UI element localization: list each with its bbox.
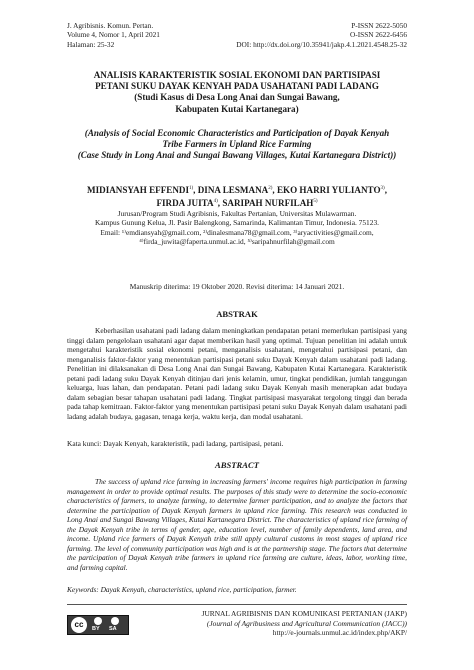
doi-link[interactable]: DOI: http://dx.doi.org/10.35941/jakp.4.1.2021.4548.25-32: [236, 39, 407, 49]
title-id-line: (Studi Kasus di Desa Long Anai dan Sungai Bawang,: [134, 92, 340, 103]
author-emails: Email: ¹⁾emdiansyah@gmail.com, ²⁾dinalesmana78@gmail.com, ³⁾aryactivities@gmail.com,: [100, 227, 374, 237]
author-separator: ,: [384, 185, 387, 196]
title-id-line: PETANI SUKU DAYAK KENYAH PADA USAHATANI PADI LADANG: [95, 81, 379, 92]
footer-journal-english: (Journal of Agribusiness and Agricultural Communication (JACC)): [206, 618, 407, 628]
affiliation-line: Kampus Gunung Kelua, Jl. Pasir Balengkong, Samarinda, Kalimantan Timur, Indonesia. 75123.: [94, 218, 379, 228]
abstrak-heading: ABSTRAK: [216, 309, 258, 319]
title-en-line: (Analysis of Social Economic Characteristics and Participation of Dayak Kenyah: [84, 128, 390, 138]
title-english: [40, 128, 434, 162]
author-mark: 3): [380, 186, 385, 191]
journal-short-name: J. Agribisnis. Komun. Pertan.: [67, 21, 154, 30]
journal-pages: Halaman: 25-32: [67, 39, 115, 49]
author-name: , EKO HARRI YULIANTO: [272, 185, 381, 196]
author-list: [40, 183, 434, 210]
author-mark: 1): [189, 186, 194, 191]
cc-icon: cc: [71, 617, 87, 633]
journal-volume: Volume 4, Nomor 1, April 2021: [67, 30, 160, 40]
author-mark: 4): [213, 199, 218, 205]
title-en-line: Tribe Farmers in Upland Rice Farming: [162, 139, 312, 150]
title-id-line: Kabupaten Kutai Kartanegara): [175, 103, 299, 114]
affiliation-line: Jurusan/Program Studi Agribisnis, Fakultas Pertanian, Universitas Mulawarman.: [117, 209, 357, 218]
abstrak-body: [67, 326, 407, 421]
title-en-line: (Case Study in Long Anai and Sungai Bawang Villages, Kutai Kartanegara District)): [77, 150, 397, 161]
author-name: , SARIPAH NURFILAH: [217, 198, 314, 209]
title-id-line: ANALISIS KARAKTERISTIK SOSIAL EKONOMI DAN PARTISIPASI: [93, 70, 381, 80]
footer-journal-url[interactable]: http://e-journals.unmul.ac.id/index.php/AKP/: [272, 628, 407, 638]
title-indonesian: [40, 70, 434, 115]
journal-footer: [147, 609, 407, 638]
footer-divider: [67, 604, 407, 605]
license-by-label: BY: [92, 626, 100, 632]
share-alike-icon: [111, 617, 119, 625]
author-emails: ⁴⁾firda_juwita@faperta.unmul.ac.id, ⁵⁾saripahnurfilah@gmail.com: [139, 236, 335, 246]
manuscript-dates: Manuskrip diterima: 19 Oktober 2020. Revisi diterima: 14 Januari 2021.: [129, 282, 345, 291]
abstrak-paragraph: Keberhasilan usahatani padi ladang dalam meningkatkan pendapatan petani memerlukan partisipasi yang tinggi dalam pengelolaan usahatani agar dapat memberikan hasil yang optimal. Tujuan penelitian ini adalah untuk mengetahui karakteristik sosial ekonomi petani, menganalisis usahatani, mengetahui partisipasi petani, dan menganalisis faktor-faktor yang menentukan partisipasi petani suku Dayak Kenyah dalam usahatani padi ladang. Penelitian ini dilaksanakan di Desa Long Anai dan Sungai Bawang, Kabupaten Kutai Kartanegara. Karakteristik petani padi ladang suku Dayak Kenyah ditinjau dari jenis kelamin, umur, tingkat pendidikan, jumlah tanggungan keluarga, luas lahan, dan pendapatan. Petani padi ladang suku Dayak Kenyah masih menerapkan adat budaya dalam sebagian besar tahapan usahatani padi ladang. Tingkat partisipasi masyarakat tergolong tinggi dan berada pada tahap kemitraan. Faktor-faktor yang menentukan partisipasi petani suku Dayak Kenyah dalam usahatani padi ladang adalah budaya, gagasan, tenaga kerja, waktu kerja, dan modal usahatani.: [67, 326, 407, 421]
oissn: O-ISSN 2622-6456: [350, 30, 407, 40]
author-name: FIRDA JUITA: [156, 198, 214, 209]
license-sa-label: SA: [109, 626, 117, 632]
affiliation: [40, 209, 434, 246]
keywords-english: Keywords: Dayak Kenyah, characteristics, upland rice, participation, farmer.: [67, 585, 297, 594]
pissn: P-ISSN 2622-5050: [351, 21, 407, 30]
abstract-heading: ABSTRACT: [215, 460, 259, 470]
footer-journal-name: JURNAL AGRIBISNIS DAN KOMUNIKASI PERTANIAN (JAKP): [201, 609, 407, 618]
kata-kunci: Kata kunci: Dayak Kenyah, karakteristik, padi ladang, partisipasi, petani.: [67, 439, 284, 448]
attribution-icon: [94, 617, 102, 625]
abstract-paragraph: The success of upland rice farming in increasing farmers' income requires high participation in farming management in order to provide optimal results. The purposes of this study were to determine the socio-economic characteristics of farmers, to analyze farming, to determine farmer participation, and to analyze the factors that determine the participation of Dayak Kenyah farmers in upland rice farming. This research was conducted in Long Anai and Sungai Bawang Villages, Kutai Kartanegara District. The characteristics of upland rice farming of the Dayak Kenyah tribe in terms of gender, age, education level, number of family dependents, land area, and income. Upland rice farmers of Dayak Kenyah tribe still apply cultural customs in most stages of upland rice farming. The level of community participation was high and is at the partnership stage. The factors that determine the participation of Dayak Kenyah tribe farmers in upland rice farming are culture, ideas, labor, working time, and farming capital.: [67, 477, 407, 572]
author-name: , DINA LESMANA: [193, 185, 269, 196]
author-mark: 2): [268, 186, 273, 191]
cc-by-sa-license-badge[interactable]: [67, 615, 129, 635]
abstract-body: [67, 477, 407, 572]
author-name: MIDIANSYAH EFFENDI: [87, 185, 189, 196]
journal-header-right: [207, 21, 407, 49]
author-mark: 5): [313, 199, 318, 205]
